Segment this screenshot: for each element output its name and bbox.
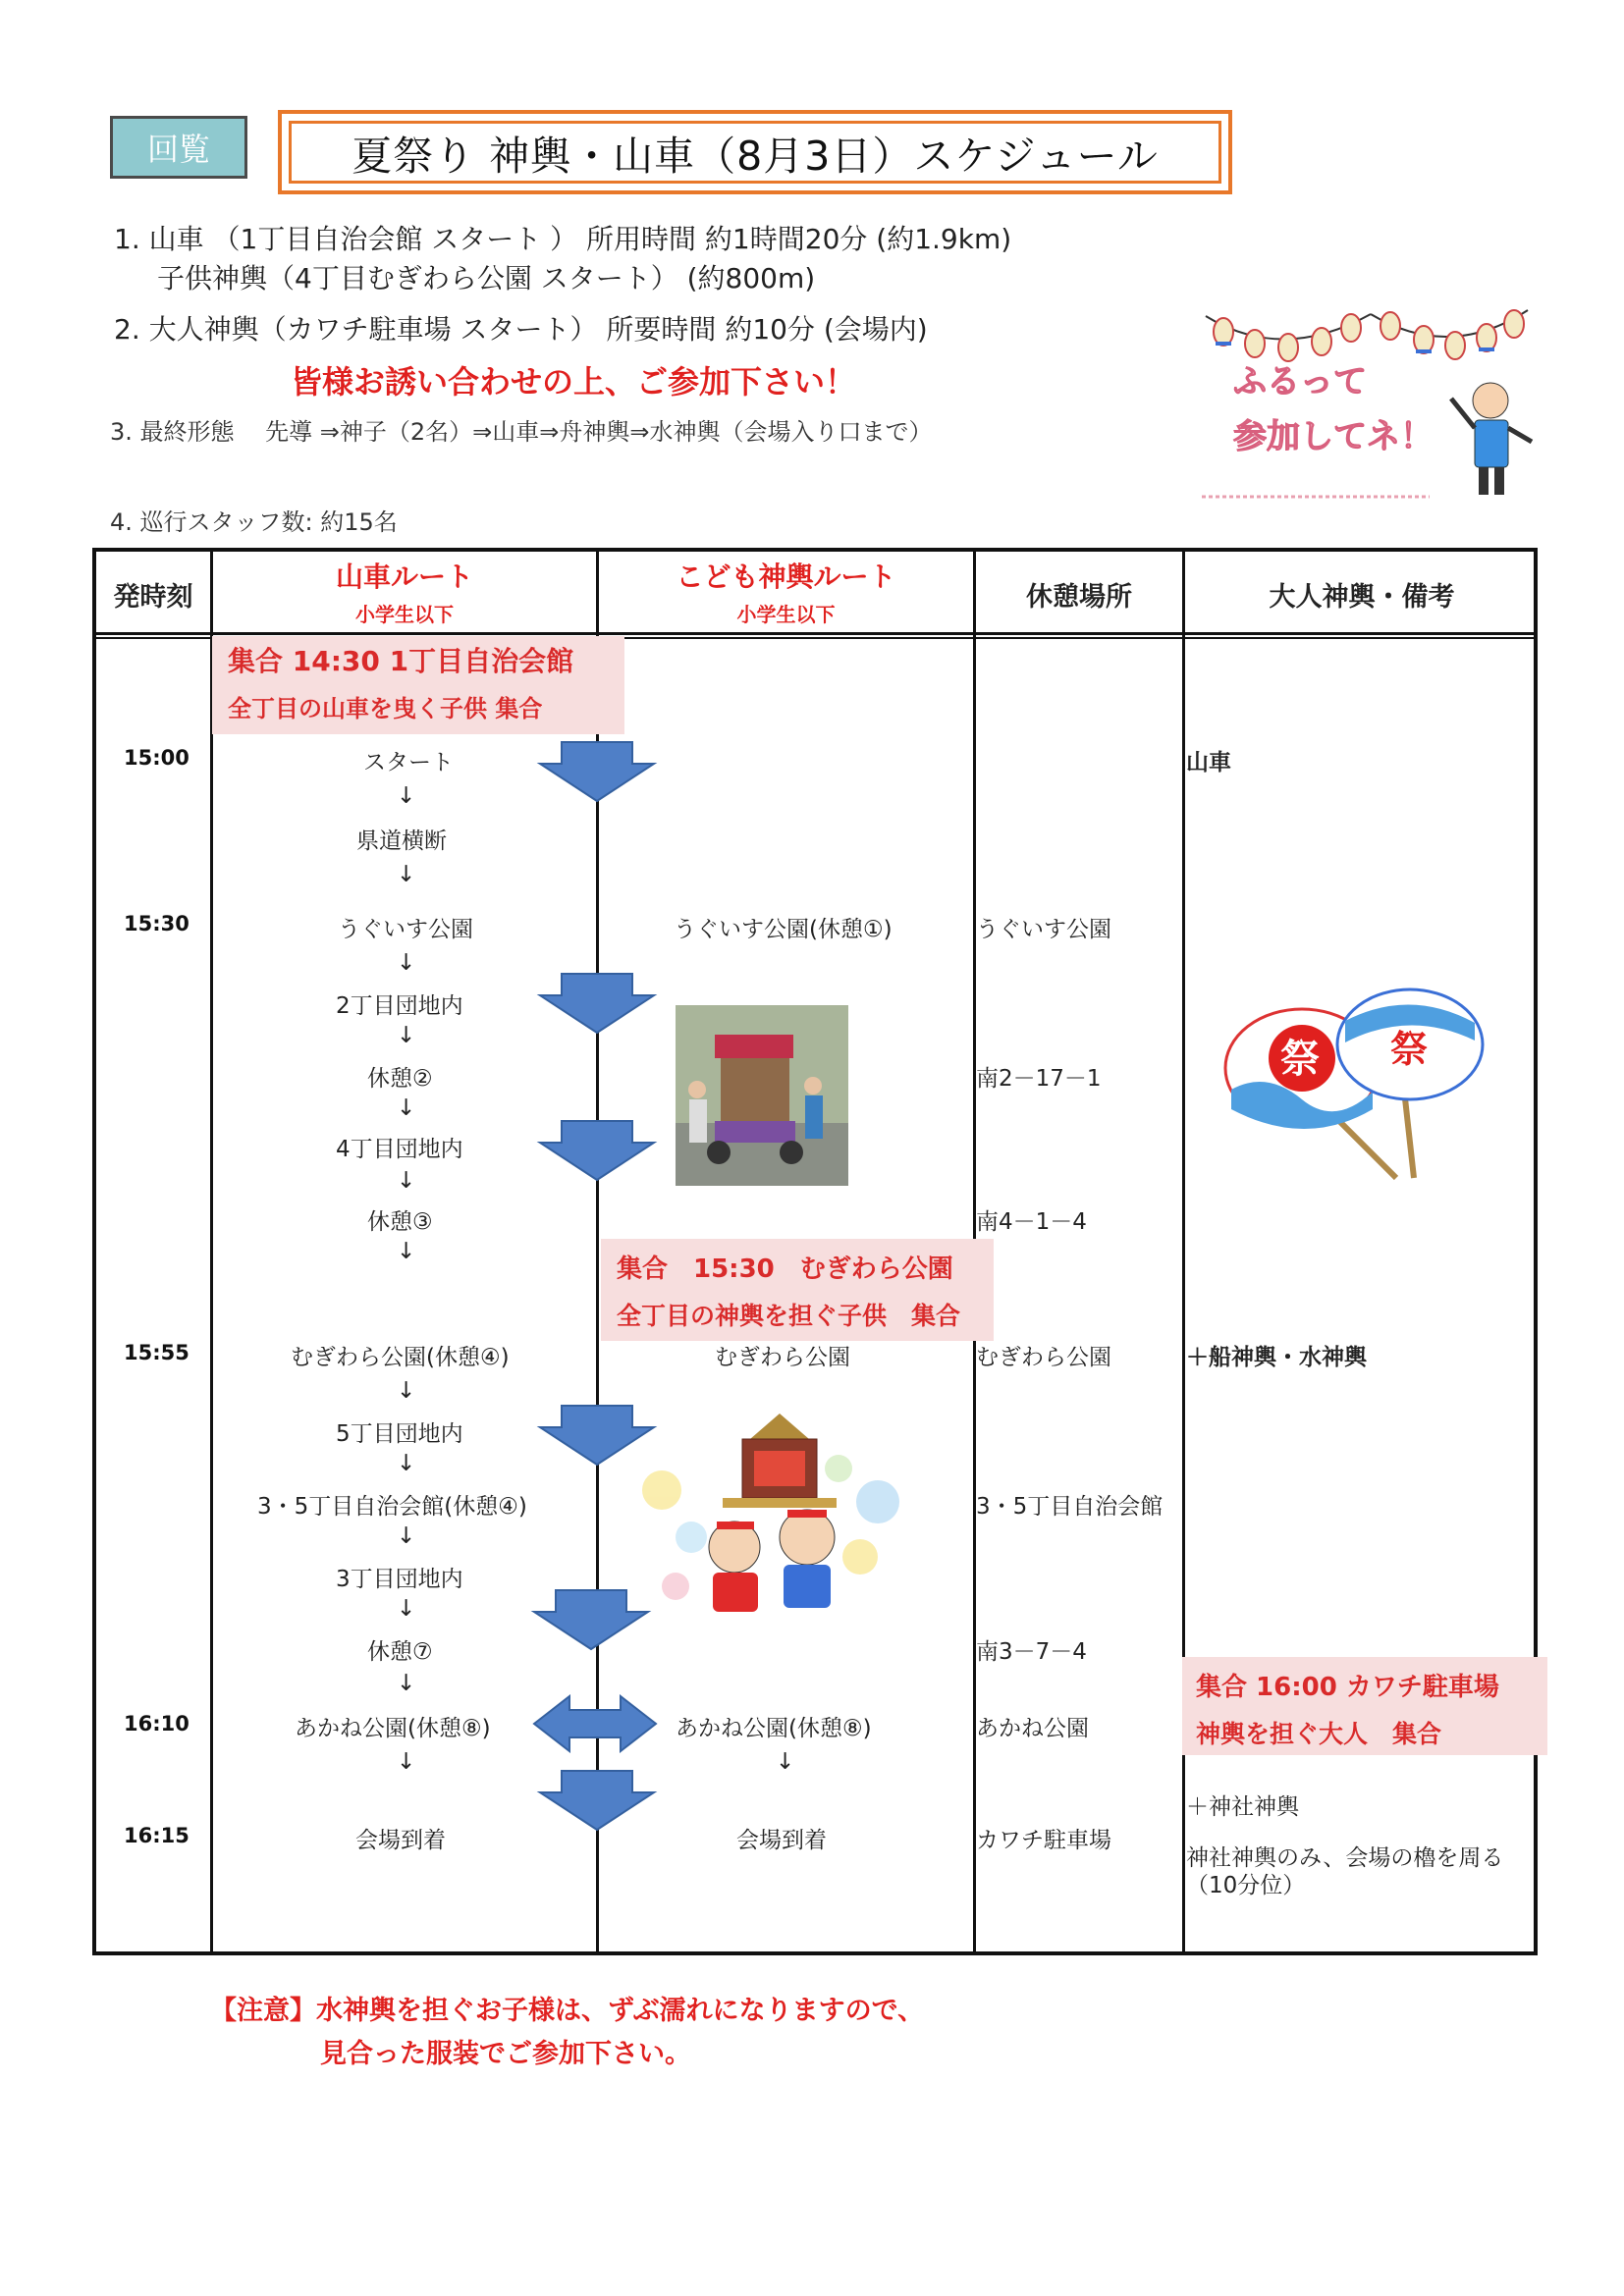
uchiwa-text-2: 祭 xyxy=(1390,1028,1429,1071)
dashi-kendo: 県道横断 xyxy=(356,828,447,854)
header-rest: 休憩場所 xyxy=(1026,582,1132,613)
dashi-arrival: 会場到着 xyxy=(355,1828,446,1853)
dashi-arrow-13: ↓ xyxy=(397,1749,416,1775)
rest-minami3: 南3－7－4 xyxy=(976,1639,1087,1665)
rest-kawachi: カワチ駐車場 xyxy=(976,1828,1111,1853)
header-kodomo: こども神輿ルート xyxy=(676,561,896,593)
meeting-3-line-1: 集合 16:00 カワチ駐車場 xyxy=(1196,1673,1499,1702)
uchiwa-illustration xyxy=(1218,982,1492,1188)
dashi-arrow-5: ↓ xyxy=(397,1095,416,1121)
dashi-arrow-12: ↓ xyxy=(397,1671,416,1696)
rest-uguisu: うぐいす公園 xyxy=(976,917,1111,942)
adult-note-1: 神社神輿のみ、会場の櫓を周る xyxy=(1186,1845,1504,1871)
dashi-akane: あかね公園(休憩⑧) xyxy=(295,1716,491,1741)
meeting-box-2 xyxy=(601,1239,994,1341)
dashi-arrow-1: ↓ xyxy=(397,783,416,809)
dashi-arrow-11: ↓ xyxy=(397,1596,416,1622)
page-title: 夏祭り 神輿・山車（8月3日）スケジュール xyxy=(289,121,1221,184)
meeting-2-line-2: 全丁目の神輿を担ぐ子供 集合 xyxy=(617,1302,961,1330)
dashi-3chome: 3丁目団地内 xyxy=(336,1567,463,1592)
info-line-4: 4. 巡行スタッフ数: 約15名 xyxy=(110,508,398,536)
route-arrow-down-6 xyxy=(536,1769,658,1834)
festival-badge-illustration xyxy=(1194,275,1547,520)
kodomo-akane: あかね公園(休憩⑧) xyxy=(676,1716,872,1741)
route-arrow-down-3 xyxy=(536,1119,658,1184)
dashi-arrow-3: ↓ xyxy=(397,950,416,976)
time-1500: 15:00 xyxy=(124,746,189,770)
rest-minami2: 南2－17－1 xyxy=(976,1066,1102,1092)
dashi-mugiwara: むぎわら公園(休憩④) xyxy=(291,1345,510,1370)
time-1555: 15:55 xyxy=(124,1341,189,1364)
title-box xyxy=(278,110,1232,194)
time-1610: 16:10 xyxy=(124,1712,189,1735)
header-kodomo-sub: 小学生以下 xyxy=(736,603,836,626)
time-1615: 16:15 xyxy=(124,1824,189,1847)
info-line-3: 3. 最終形態 先導 ⇒神子（2名）⇒山車⇒舟神輿⇒水神輿（会場入り口まで） xyxy=(110,418,933,446)
dashi-arrow-4: ↓ xyxy=(397,1023,416,1048)
dashi-4chome: 4丁目団地内 xyxy=(336,1137,463,1162)
dashi-35chome: 3・5丁目自治会館(休憩④) xyxy=(257,1494,527,1520)
dashi-arrow-6: ↓ xyxy=(397,1168,416,1194)
info-line-1b: 子供神輿（4丁目むぎわら公園 スタート） (約800m) xyxy=(157,262,816,294)
adult-jinja: ＋神社神輿 xyxy=(1186,1794,1299,1820)
rest-35chome: 3・5丁目自治会館 xyxy=(976,1494,1164,1520)
time-1530: 15:30 xyxy=(124,912,189,935)
kids-mikoshi-illustration xyxy=(632,1400,903,1626)
meeting-2-line-1: 集合 15:30 むぎわら公園 xyxy=(617,1255,953,1284)
adult-dashi: 山車 xyxy=(1186,750,1231,775)
dashi-2chome: 2丁目団地内 xyxy=(336,993,463,1019)
dashi-arrow-7: ↓ xyxy=(397,1239,416,1264)
info-line-2: 2. 大人神輿（カワチ駐車場 スタート） 所要時間 約10分 (会場内) xyxy=(114,313,928,346)
dashi-5chome: 5丁目団地内 xyxy=(336,1421,463,1447)
rest-minami4: 南4－1－4 xyxy=(976,1209,1087,1235)
uchiwa-text-1: 祭 xyxy=(1280,1037,1320,1082)
rest-mugiwara: むぎわら公園 xyxy=(976,1345,1111,1370)
meeting-3-line-2: 神輿を担ぐ大人 集合 xyxy=(1196,1720,1442,1748)
badge-text-2: 参加してネ！ xyxy=(1233,417,1434,456)
meeting-1-line-2: 全丁目の山車を曳く子供 集合 xyxy=(228,695,543,722)
dashi-rest-3: 休憩③ xyxy=(367,1209,433,1235)
kodomo-arrival: 会場到着 xyxy=(736,1828,827,1853)
badge-text-1: ふるって xyxy=(1233,362,1367,401)
rest-akane: あかね公園 xyxy=(976,1716,1089,1741)
dashi-start: スタート xyxy=(363,750,454,775)
header-time: 発時刻 xyxy=(113,582,193,613)
route-arrow-both xyxy=(530,1694,660,1753)
adult-fune: ＋船神輿・水神輿 xyxy=(1186,1345,1367,1370)
note-line-2: 見合った服装でご参加下さい。 xyxy=(320,2039,691,2069)
adult-note-2: （10分位） xyxy=(1186,1873,1306,1898)
kodomo-mugiwara: むぎわら公園 xyxy=(715,1345,850,1370)
dashi-arrow-9: ↓ xyxy=(397,1451,416,1476)
note-line-1: 【注意】水神輿を担ぐお子様は、ずぶ濡れになりますので、 xyxy=(210,1996,925,2026)
dashi-photo xyxy=(676,1005,848,1186)
meeting-box-1 xyxy=(212,636,624,734)
header-adult: 大人神輿・備考 xyxy=(1269,582,1455,613)
kodomo-uguisu: うぐいす公園(休憩①) xyxy=(674,917,893,942)
meeting-1-line-1: 集合 14:30 1丁目自治会館 xyxy=(228,645,574,677)
header-dashi-sub: 小学生以下 xyxy=(355,603,454,626)
route-arrow-down-2 xyxy=(536,972,658,1037)
meeting-box-3 xyxy=(1182,1657,1547,1755)
dashi-uguisu: うぐいす公園 xyxy=(338,917,473,942)
header-dashi: 山車ルート xyxy=(335,561,473,593)
dashi-rest-7: 休憩⑦ xyxy=(367,1639,433,1665)
dashi-arrow-2: ↓ xyxy=(397,862,416,887)
kairan-label: 回覧 xyxy=(110,116,247,179)
route-arrow-down-1 xyxy=(536,740,658,805)
info-line-1: 1. 山車 （1丁目自治会館 スタート ） 所用時間 約1時間20分 (約1.9km) xyxy=(114,223,1012,255)
dashi-arrow-10: ↓ xyxy=(397,1523,416,1549)
invite-text: 皆様お誘い合わせの上、ご参加下さい！ xyxy=(291,363,857,400)
dashi-arrow-8: ↓ xyxy=(397,1378,416,1404)
kodomo-arrow: ↓ xyxy=(776,1749,795,1775)
dashi-rest-2: 休憩② xyxy=(367,1066,433,1092)
